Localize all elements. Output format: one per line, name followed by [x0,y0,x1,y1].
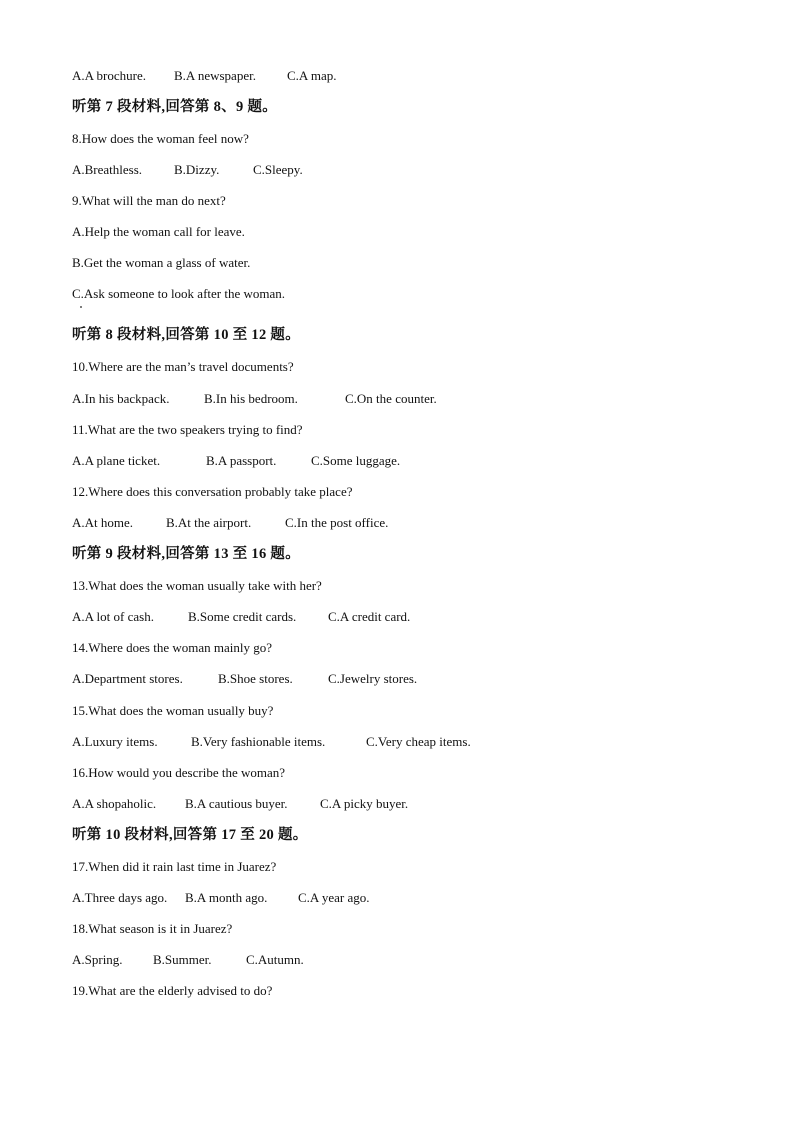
section9-heading: 听第 9 段材料,回答第 13 至 16 题。 [72,546,301,562]
q8-options [72,162,303,178]
q10-options [72,391,437,407]
q15-options [72,734,471,750]
q17-option-c: C.A year ago. [298,890,370,905]
q8-question: 8.How does the woman feel now? [72,131,249,146]
q12-option-b: B.At the airport. [166,515,252,530]
q8-option-a: A.Breathless. [72,162,143,177]
q11-option-a: A.A plane ticket. [72,453,161,468]
q7-option-a: A.A brochure. [72,68,147,83]
q9-question: 9.What will the man do next? [72,193,226,208]
q16-options [72,796,409,812]
q13-option-b: B.Some credit cards. [188,609,297,624]
q17-option-a: A.Three days ago. [72,890,168,905]
q17-question: 17.When did it rain last time in Juarez? [72,859,277,874]
q7-options [72,68,337,84]
section10-heading: 听第 10 段材料,回答第 17 至 20 题。 [72,827,308,843]
q11-option-b: B.A passport. [206,453,277,468]
q11-option-c: C.Some luggage. [311,453,401,468]
q15-option-c: C.Very cheap items. [366,734,471,749]
q15-option-b: B.Very fashionable items. [191,734,326,749]
q15-question: 15.What does the woman usually buy? [72,703,274,718]
q14-option-c: C.Jewelry stores. [328,671,418,686]
q15-option-a: A.Luxury items. [72,734,158,749]
q10-option-c: C.On the counter. [345,391,437,406]
q18-option-a: A.Spring. [72,952,123,967]
q19-question: 19.What are the elderly advised to do? [72,983,273,998]
q8-option-b: B.Dizzy. [174,162,220,177]
q7-option-b: B.A newspaper. [174,68,256,83]
q11-options [72,453,401,469]
q16-option-a: A.A shopaholic. [72,796,157,811]
q9-option-a: A.Help the woman call for leave. [72,224,245,239]
q7-option-c: C.A map. [287,68,337,83]
q18-question: 18.What season is it in Juarez? [72,921,233,936]
q16-option-c: C.A picky buyer. [320,796,409,811]
q18-options [72,952,304,968]
q18-option-c: C.Autumn. [246,952,304,967]
q13-option-a: A.A lot of cash. [72,609,154,624]
q8-option-c: C.Sleepy. [253,162,303,177]
section8-heading: 听第 8 段材料,回答第 10 至 12 题。 [72,327,301,343]
q12-option-a: A.At home. [72,515,134,530]
q17-options [72,890,370,906]
q9-option-b: B.Get the woman a glass of water. [72,255,251,270]
q16-question: 16.How would you describe the woman? [72,765,286,780]
q11-question: 11.What are the two speakers trying to find? [72,422,303,437]
q14-options [72,671,418,687]
q13-question: 13.What does the woman usually take with her? [72,578,322,593]
q10-question: 10.Where are the man’s travel documents? [72,359,294,374]
q13-options [72,609,411,625]
q14-option-b: B.Shoe stores. [218,671,293,686]
q16-option-b: B.A cautious buyer. [185,796,288,811]
q14-option-a: A.Department stores. [72,671,183,686]
q10-option-a: A.In his backpack. [72,391,170,406]
q12-question: 12.Where does this conversation probably take place? [72,484,353,499]
q9-option-c: C.Ask someone to look after the woman. [72,286,286,301]
q12-option-c: C.In the post office. [285,515,389,530]
q14-question: 14.Where does the woman mainly go? [72,640,272,655]
q10-option-b: B.In his bedroom. [204,391,298,406]
q13-option-c: C.A credit card. [328,609,411,624]
q18-option-b: B.Summer. [153,952,212,967]
section7-heading: 听第 7 段材料,回答第 8、9 题。 [72,99,278,115]
q17-option-b: B.A month ago. [185,890,268,905]
q12-options [72,515,389,531]
stray-mark [80,306,82,308]
